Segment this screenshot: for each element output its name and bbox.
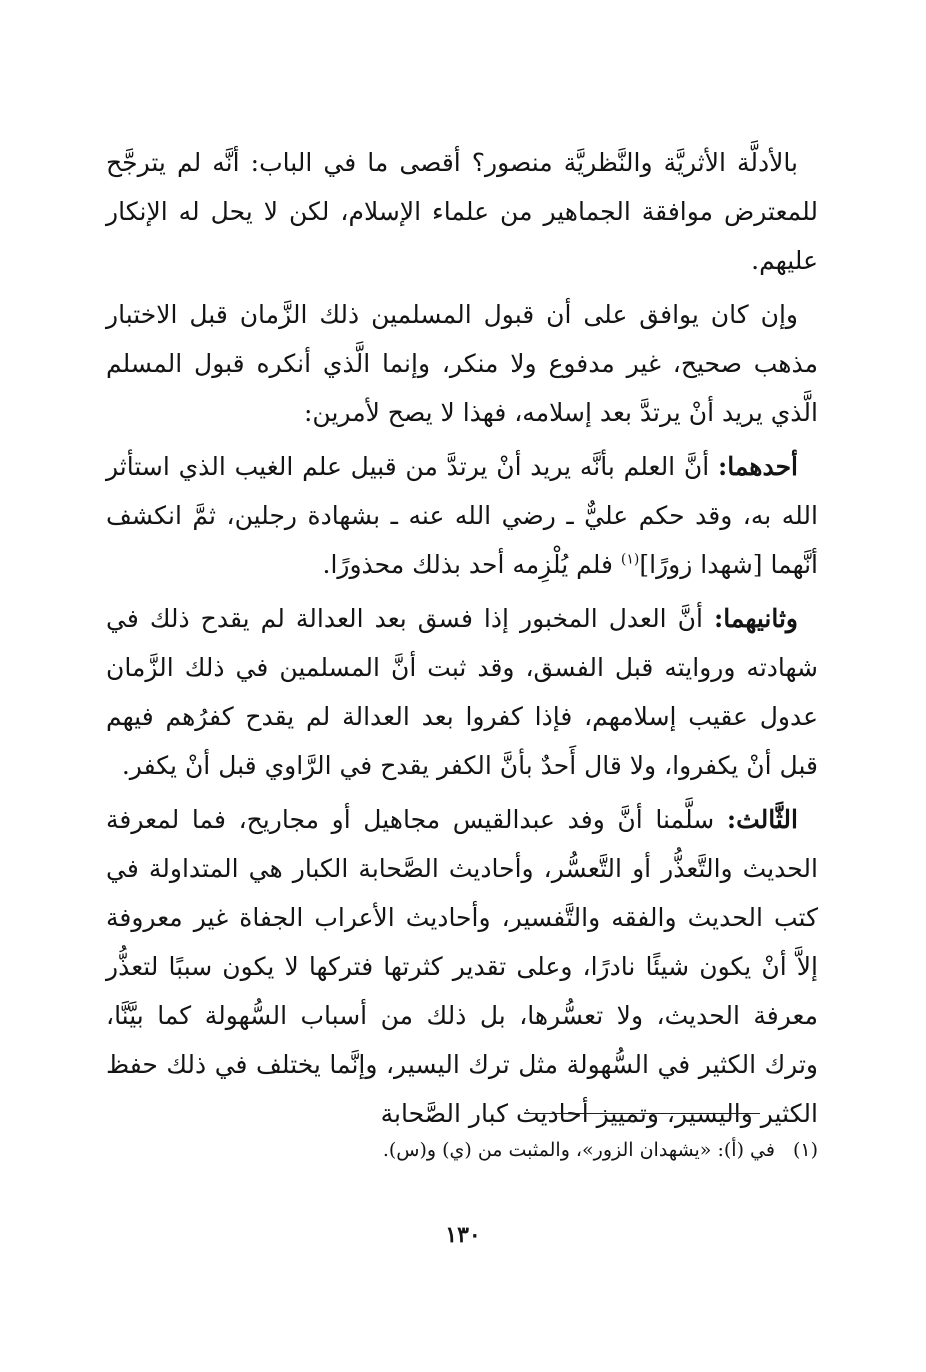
paragraph-lead: الثَّالث: [726,805,798,834]
paragraph [106,138,818,285]
paragraph-lead: وثانيهما: [714,604,798,633]
paragraph-lead: أحدهما: [717,452,798,481]
footnote-marker: (١) [620,551,640,568]
paragraph-second-reason [106,594,818,790]
paragraph-text: سلَّمنا أنَّ وفد عبدالقيس مجاهيل أو مجاريح، فما لمعرفة الحديث والتَّعذُّر أو التَّعسُّر، وأحاديث الصَّحابة الكبار هي المتداولة في كتب الحديث والفقه والتَّفسير، وأحاديث الأعراب الجفاة غير معروفة إلاَّ أنْ يكون شيئًا نادرًا، وعلى تقدير كثرتها فتركها لا يكون سببًا لتعذُّر معرفة الحديث، ولا تعسُّرها، بل ذلك من أسباب السُّهولة كما بيَّنَّا، وترك الكثير في السُّهولة مثل ترك اليسير، وإنَّما يختلف في ذلك حفظ الكثير واليسير، وتمييز أحاديث كبار الصَّحابة [106,805,818,1128]
main-text [106,138,818,1143]
paragraph-text-continued: فلم يُلْزِمه أحد بذلك محذورًا. [322,550,621,579]
paragraph-first-reason [106,442,818,589]
footnote-text: في (أ): «يشهدان الزور»، والمثبت من (ي) و(س). [382,1139,775,1161]
paragraph-text: أنَّ العدل المخبور إذا فسق بعد العدالة لم يقدح ذلك في شهادته وروايته قبل الفسق، وقد ثبت أنَّ المسلمين في ذلك الزَّمان عدول عقيب إسلامهم، فإذا كفروا بعد العدالة لم يقدح كفرُهم فيهم قبل أنْ يكفروا، ولا قال أَحدٌ بأنَّ الكفر يقدح في الرَّاوي قبل أنْ يكفر. [106,604,818,780]
footnote [250,1134,818,1166]
paragraph-text: بالأدلَّة الأثريَّة والنَّظريَّة منصور؟ أقصى ما في الباب: أنَّه لم يترجَّح للمعترض موافقة الجماهير من علماء الإسلام، لكن لا يحل له الإنكار عليهم. [106,148,818,275]
footnote-divider [524,1113,760,1114]
footnote-number: (١) [792,1139,818,1161]
page-number: ١٣٠ [445,1222,481,1248]
paragraph-third-point [106,795,818,1138]
paragraph-text: وإن كان يوافق على أن قبول المسلمين ذلك الزَّمان قبل الاختبار مذهب صحيح، غير مدفوع ولا منكر، وإنما الَّذي أنكره قبول المسلم الَّذي يريد أنْ يرتدَّ بعد إسلامه، فهذا لا يصح لأمرين: [106,300,818,427]
paragraph [106,290,818,437]
paragraph-text: أنَّ العلم بأنَّه يريد أنْ يرتدَّ من قبيل علم الغيب الذي استأثر الله به، وقد حكم عليٌّ ـ رضي الله عنه ـ بشهادة رجلين، ثمَّ انكشف أنَّهما [شهدا زورًا] [106,452,818,579]
